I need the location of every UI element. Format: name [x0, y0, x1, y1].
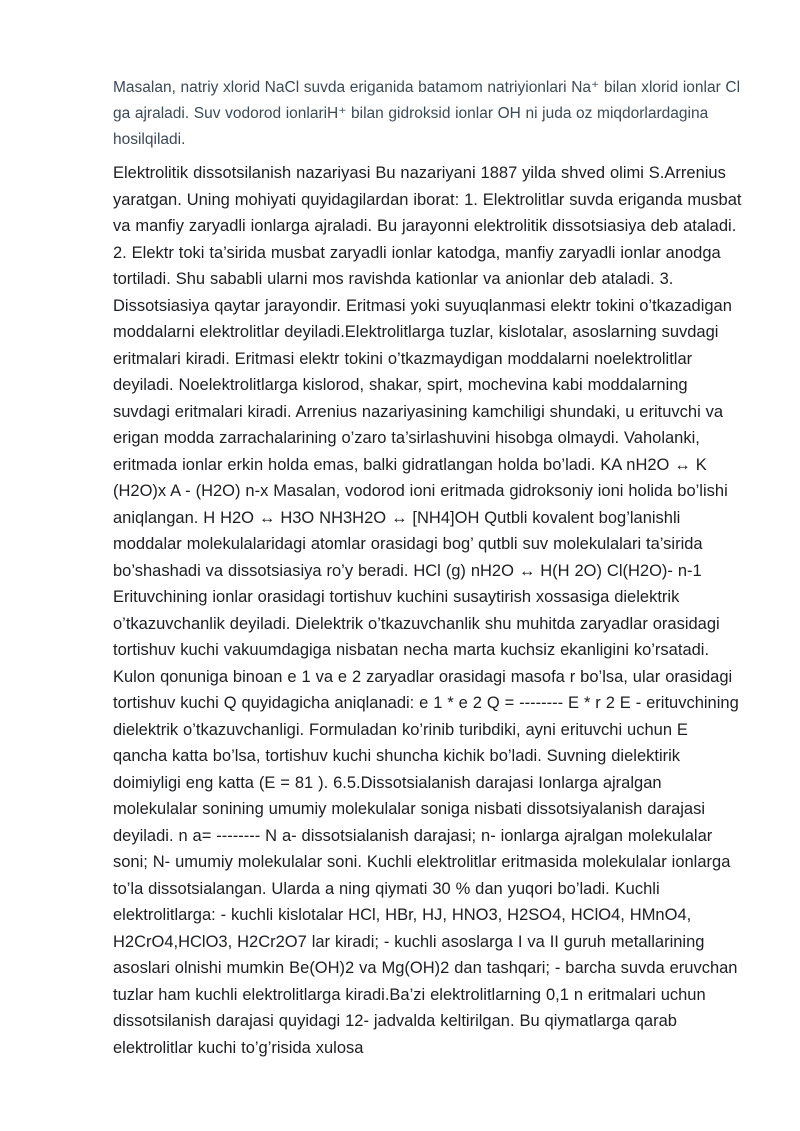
- paragraph-theory: Elektrolitik dissotsilanish nazariyasi Bu nazariyani 1887 yilda shved olimi S.Arrenius yaratgan. Uning mohiyati quyidagilardan iborat: 1. Elektrolitlar suvda eriganda musbat va manfiy zaryadli ionlarga ajraladi. Bu jarayonni elektrolitik dissotsiasiya deb ataladi. 2. Elektr toki ta’sirida musbat zaryadli ionlar katodga, manfiy zaryadli ionlar anodga tortiladi. Shu sababli ularni mos ravishda kationlar va anionlar deb ataladi. 3. Dissotsiasiya qaytar jarayondir. Eritmasi yoki suyuqlanmasi elektr tokini o’tkazadigan moddalarni elektrolitlar deyiladi.Elektrolitlarga tuzlar, kislotalar, asoslarning suvdagi eritmalari kiradi. Eritmasi elektr tokini o’tkazmaydigan moddalarni noelektrolitlar deyiladi. Noelektrolitlarga kislorod, shakar, spirt, mochevina kabi moddalarning suvdagi eritmalari kiradi. Arrenius nazariyasining kamchiligi shundaki, u erituvchi va erigan modda zarrachalarining o’zaro ta’sirlashuvini hisobga olmaydi. Vaholanki, eritmada ionlar erkin holda emas, balki gidratlangan holda bo’ladi. KA nH2O ↔ K (H2O)x A - (H2O) n-x Masalan, vodorod ioni eritmada gidroksoniy ioni holida bo’lishi aniqlangan. H H2O ↔ H3O NH3H2O ↔ [NH4]OH Qutbli kovalent bog’lanishli moddalar molekulalaridagi atomlar orasidagi bog’ qutbli suv molekulalari ta’sirida bo’shashadi va dissotsiasiya ro’y beradi. HCl (g) nH2O ↔ H(H 2O) Cl(H2O)- n-1 Erituvchining ionlar orasidagi tortishuv kuchini susaytirish xossasiga dielektrik o’tkazuvchanlik deyiladi. Dielektrik o’tkazuvchanlik shu muhitda zaryadlar orasidagi tortishuv kuchi vakuumdagiga nisbatan necha marta kuchsiz ekanligini ko’rsatadi. Kulon qonuniga binoan e 1 va e 2 zaryadlar orasidagi masofa r bo’lsa, ular orasidagi tortishuv kuchi Q quyidagicha aniqlanadi: e 1 * e 2 Q = -------- E * r 2 E - erituvchining dielektrik o’tkazuvchanligi. Formuladan ko’rinib turibdiki, ayni erituvchi uchun E qancha katta bo’lsa, tortishuv kuchi shuncha kichik bo’ladi. Suvning dielektirik doimiyligi eng katta (E = 81 ). 6.5.Dissotsialanish darajasi Ionlarga ajralgan molekulalar sonining umumiy molekulalar soniga nisbati dissotsiyalanish darajasi deyiladi. n a= -------- N a- dissotsialanish darajasi; n- ionlarga ajralgan molekulalar soni; N- umumiy molekulalar soni. Kuchli elektrolitlar eritmasida molekulalar ionlarga to’la dissotsialangan. Ularda a ning qiymati 30 % dan yuqori bo’ladi. Kuchli elektrolitlarga: - kuchli kislotalar HCl, HBr, HJ, HNO3, H2SO4, HClO4, HMnO4, H2CrO4,HClO3, H2Cr2O7 lar kiradi; - kuchli asoslarga I va II guruh metallarining asoslari olnishi mumkin Be(OH)2 va Mg(OH)2 dan tashqari; - barcha suvda eruvchan tuzlar ham kuchli elektrolitlarga kiradi.Ba’zi elektrolitlarning 0,1 n eritmalari uchun dissotsilanish darajasi quyidagi 12- jadvalda keltirilgan. Bu qiymatlarga qarab elektrolitlar kuchi to’g’risida xulosa: [113, 164, 742, 1057]
- paragraph-intro: Masalan, natriy xlorid NaCl suvda eriganida batamom natriyionlari Na⁺ bilan xlorid ionlar Cl ga ajraladi. Suv vodorod ionlariH⁺ bilan gidroksid ionlar OH ni juda oz miqdorlardagina hosilqiladi.: [113, 79, 741, 148]
